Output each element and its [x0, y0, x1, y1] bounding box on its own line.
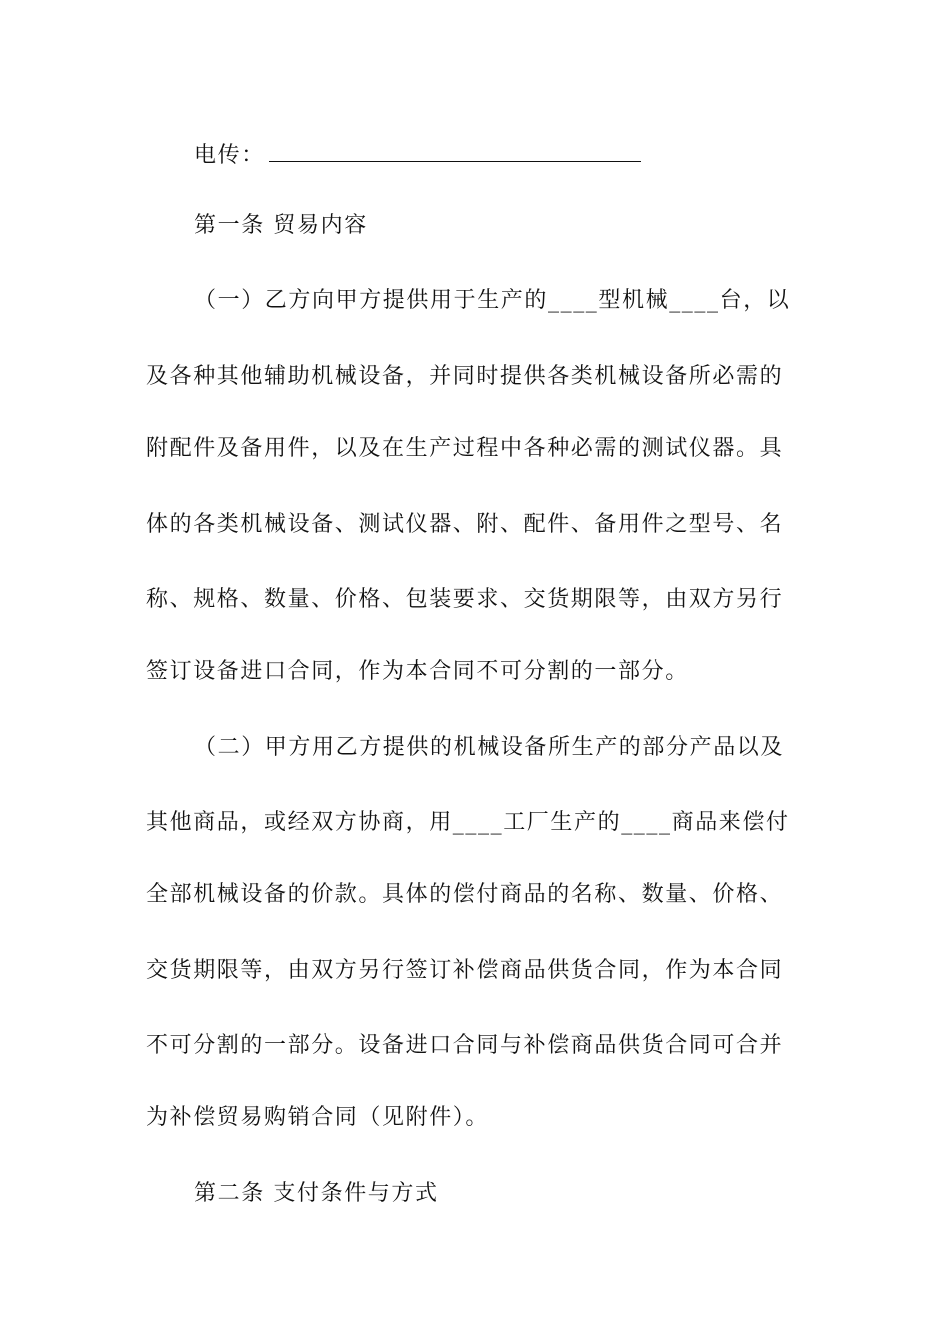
article1-para1-line: 体的各类机械设备、测试仪器、附、配件、备用件之型号、名 — [146, 512, 784, 537]
article1-para2-line: 不可分割的一部分。设备进口合同与补偿商品供货合同可合并 — [146, 1033, 784, 1058]
article1-heading: 第一条 贸易内容 — [194, 213, 368, 238]
article1-para1-line: 附配件及备用件，以及在生产过程中各种必需的测试仪器。具 — [146, 436, 784, 461]
article1-para1-line: 称、规格、数量、价格、包装要求、交货期限等，由双方另行 — [146, 587, 784, 612]
fax-blank-field — [269, 139, 641, 162]
fax-line — [194, 139, 874, 171]
article1-para2-line: 交货期限等，由双方另行签订补偿商品供货合同，作为本合同 — [146, 958, 784, 983]
article1-para2-line: 其他商品，或经双方协商，用____工厂生产的____商品来偿付 — [146, 810, 790, 835]
article1-para2-line: （二）甲方用乙方提供的机械设备所生产的部分产品以及 — [194, 735, 785, 760]
fax-label: 电传： — [194, 143, 265, 168]
article2-heading: 第二条 支付条件与方式 — [194, 1181, 439, 1206]
article1-para2-line: 全部机械设备的价款。具体的偿付商品的名称、数量、价格、 — [146, 882, 784, 907]
article1-para1-line: （一）乙方向甲方提供用于生产的____型机械____台，以 — [194, 288, 791, 313]
article1-para1-line: 及各种其他辅助机械设备，并同时提供各类机械设备所必需的 — [146, 364, 784, 389]
article1-para1-line: 签订设备进口合同，作为本合同不可分割的一部分。 — [146, 659, 689, 684]
article1-para2-line: 为补偿贸易购销合同（见附件）。 — [146, 1105, 490, 1130]
